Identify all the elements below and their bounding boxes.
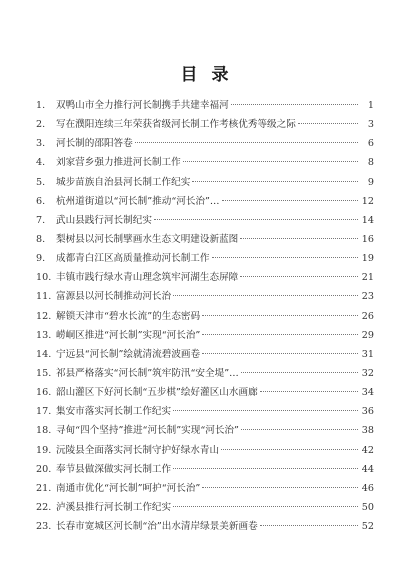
toc-entry-number: 14. (36, 348, 52, 360)
toc-entry-number: 11. (36, 291, 52, 303)
toc-title: 目录 (180, 65, 243, 85)
toc-entry-title: 双鸭山市全力推行河长制携手共建幸福河 (56, 100, 229, 111)
toc-entry-page: 50 (361, 501, 374, 513)
toc-entry-number: 7. (36, 214, 46, 226)
toc-entry-page: 38 (361, 425, 374, 437)
toc-entry-number: 13. (36, 329, 52, 341)
toc-dot-leader (183, 161, 358, 162)
toc-entry-number: 10. (36, 272, 52, 284)
toc-entry-title: 成都青白江区高质量推动河长制工作 (56, 253, 210, 265)
toc-entry[interactable] (36, 383, 374, 402)
toc-entry[interactable] (36, 517, 374, 536)
toc-dot-leader (202, 334, 358, 335)
toc-entry-number: 20. (36, 463, 52, 475)
toc-dot-leader (202, 315, 358, 316)
toc-entry-number: 12. (36, 310, 52, 322)
toc-entry-page: 42 (361, 444, 374, 456)
toc-entry-number: 16. (36, 387, 52, 399)
toc-entry-title: 韶山灌区下好河长制“五步棋”绘好灌区山水画廊 (56, 387, 258, 399)
toc-entry-page: 29 (361, 329, 374, 341)
toc-entry[interactable] (36, 326, 374, 345)
toc-entry-page: 14 (361, 214, 374, 226)
toc-entry-number: 8. (36, 233, 46, 245)
toc-entry-title: 河长制的邵阳答卷 (56, 138, 133, 150)
toc-entry-number: 21. (36, 482, 52, 494)
toc-entry-title: 寻甸“四个坚持”推进“河长制”实现“河长治” (56, 425, 239, 437)
toc-entry-page: 8 (367, 157, 374, 169)
toc-entry-page: 26 (361, 310, 374, 322)
toc-entry-title: 沅陵县全面落实河长制守护好绿水青山 (56, 444, 220, 456)
toc-entry-title: 南通市优化“河长制”呵护“河长治” (56, 482, 201, 494)
toc-entry-page: 46 (361, 482, 374, 494)
toc-dot-leader (260, 525, 358, 526)
toc-entry-title: 泸溪县推行河长制工作纪实 (56, 501, 172, 513)
toc-entry-number: 15. (36, 367, 52, 379)
toc-dot-leader (241, 372, 358, 373)
toc-dot-leader (154, 219, 358, 220)
toc-entry-page: 52 (361, 521, 374, 533)
toc-entry-page: 34 (361, 387, 374, 399)
toc-dot-leader (173, 506, 358, 507)
toc-dot-leader (173, 295, 358, 296)
toc-entry-number: 23. (36, 521, 52, 533)
toc-dot-leader (222, 200, 358, 201)
toc-entry-title: 集安市落实河长制工作纪实 (56, 406, 172, 418)
toc-dot-leader (298, 123, 358, 124)
toc-entry-title: 奉节县做深做实河长制工作 (56, 463, 172, 475)
toc-entry-page: 21 (361, 272, 374, 284)
toc-entry[interactable] (36, 421, 374, 440)
toc-list (36, 96, 374, 536)
toc-entry-page: 1 (367, 100, 374, 111)
toc-entry-title: 写在濮阳连续三年荣获省级河长制工作考核优秀等级之际 (56, 119, 296, 131)
toc-entry-number: 5. (36, 176, 46, 188)
toc-dot-leader (202, 353, 358, 354)
toc-entry[interactable] (36, 307, 374, 326)
toc-entry[interactable] (36, 134, 374, 153)
toc-entry-page: 12 (361, 195, 374, 207)
toc-entry[interactable] (36, 268, 374, 287)
toc-entry-page: 23 (361, 291, 374, 303)
toc-entry-title: 解锁天津市“碧水长流”的生态密码 (56, 310, 201, 322)
toc-dot-leader (212, 257, 359, 258)
toc-entry-number: 6. (36, 195, 46, 207)
toc-entry[interactable] (36, 211, 374, 230)
toc-entry-title: 杭州道街道以“河长制”推动“河长治”… (56, 195, 220, 207)
toc-entry-title: 刘家营乡强力推进河长制工作 (56, 157, 181, 169)
toc-entry-title: 祁县严格落实“河长制”筑牢防汛“安全堤”… (56, 367, 239, 379)
toc-entry-page: 32 (361, 367, 374, 379)
toc-entry-number: 3. (36, 138, 46, 150)
toc-entry-number: 17. (36, 406, 52, 418)
toc-entry[interactable] (36, 498, 374, 517)
toc-entry[interactable] (36, 153, 374, 172)
toc-entry[interactable] (36, 249, 374, 268)
toc-entry-number: 9. (36, 253, 46, 265)
toc-entry-number: 22. (36, 501, 52, 513)
toc-entry-page: 9 (367, 176, 374, 188)
toc-dot-leader (240, 276, 358, 277)
toc-entry-number: 18. (36, 425, 52, 437)
toc-entry[interactable] (36, 460, 374, 479)
toc-dot-leader (231, 104, 358, 105)
toc-dot-leader (202, 487, 358, 488)
toc-entry[interactable] (36, 115, 374, 134)
toc-entry[interactable] (36, 345, 374, 364)
toc-entry-page: 3 (367, 119, 374, 131)
toc-entry[interactable] (36, 173, 374, 192)
toc-entry[interactable] (36, 402, 374, 421)
toc-dot-leader (221, 449, 358, 450)
toc-dot-leader (173, 468, 358, 469)
toc-entry-number: 19. (36, 444, 52, 456)
toc-entry-page: 6 (367, 138, 374, 150)
toc-entry-number: 1. (36, 100, 46, 111)
toc-entry-page: 44 (361, 463, 374, 475)
toc-entry-page: 36 (361, 406, 374, 418)
toc-dot-leader (260, 391, 358, 392)
toc-entry[interactable] (36, 192, 374, 211)
toc-entry-page: 16 (361, 233, 374, 245)
toc-entry-title: 长春市宽城区河长制“治”出水清岸绿景美新画卷 (56, 521, 258, 533)
toc-dot-leader (173, 410, 358, 411)
toc-entry[interactable] (36, 96, 374, 115)
toc-dot-leader (241, 429, 358, 430)
toc-entry-title: 崂峒区推进“河长制”实现“河长治” (56, 329, 201, 341)
toc-entry-title: 富源县以河长制推动河长治 (56, 291, 172, 303)
toc-entry-page: 19 (361, 253, 374, 265)
toc-dot-leader (192, 181, 358, 182)
toc-entry[interactable] (36, 230, 374, 249)
toc-entry[interactable] (36, 441, 374, 460)
toc-dot-leader (135, 142, 358, 143)
toc-entry-number: 4. (36, 157, 46, 169)
toc-dot-leader (240, 238, 358, 239)
toc-entry-title: 宁远县“河长制”绘就清流碧波画卷 (56, 348, 201, 360)
toc-entry-title: 武山县践行河长制纪实 (56, 214, 152, 226)
toc-entry-title: 丰镇市践行绿水青山理念筑牢河湖生态屏障 (56, 272, 239, 284)
toc-entry-title: 城步苗族自治县河长制工作纪实 (56, 176, 191, 188)
toc-entry[interactable] (36, 364, 374, 383)
toc-entry-page: 31 (361, 348, 374, 360)
toc-entry[interactable] (36, 479, 374, 498)
toc-entry-title: 梨树县以河长制擘画水生态文明建设新蓝图 (56, 233, 239, 245)
toc-entry-number: 2. (36, 119, 46, 131)
toc-entry[interactable] (36, 287, 374, 306)
